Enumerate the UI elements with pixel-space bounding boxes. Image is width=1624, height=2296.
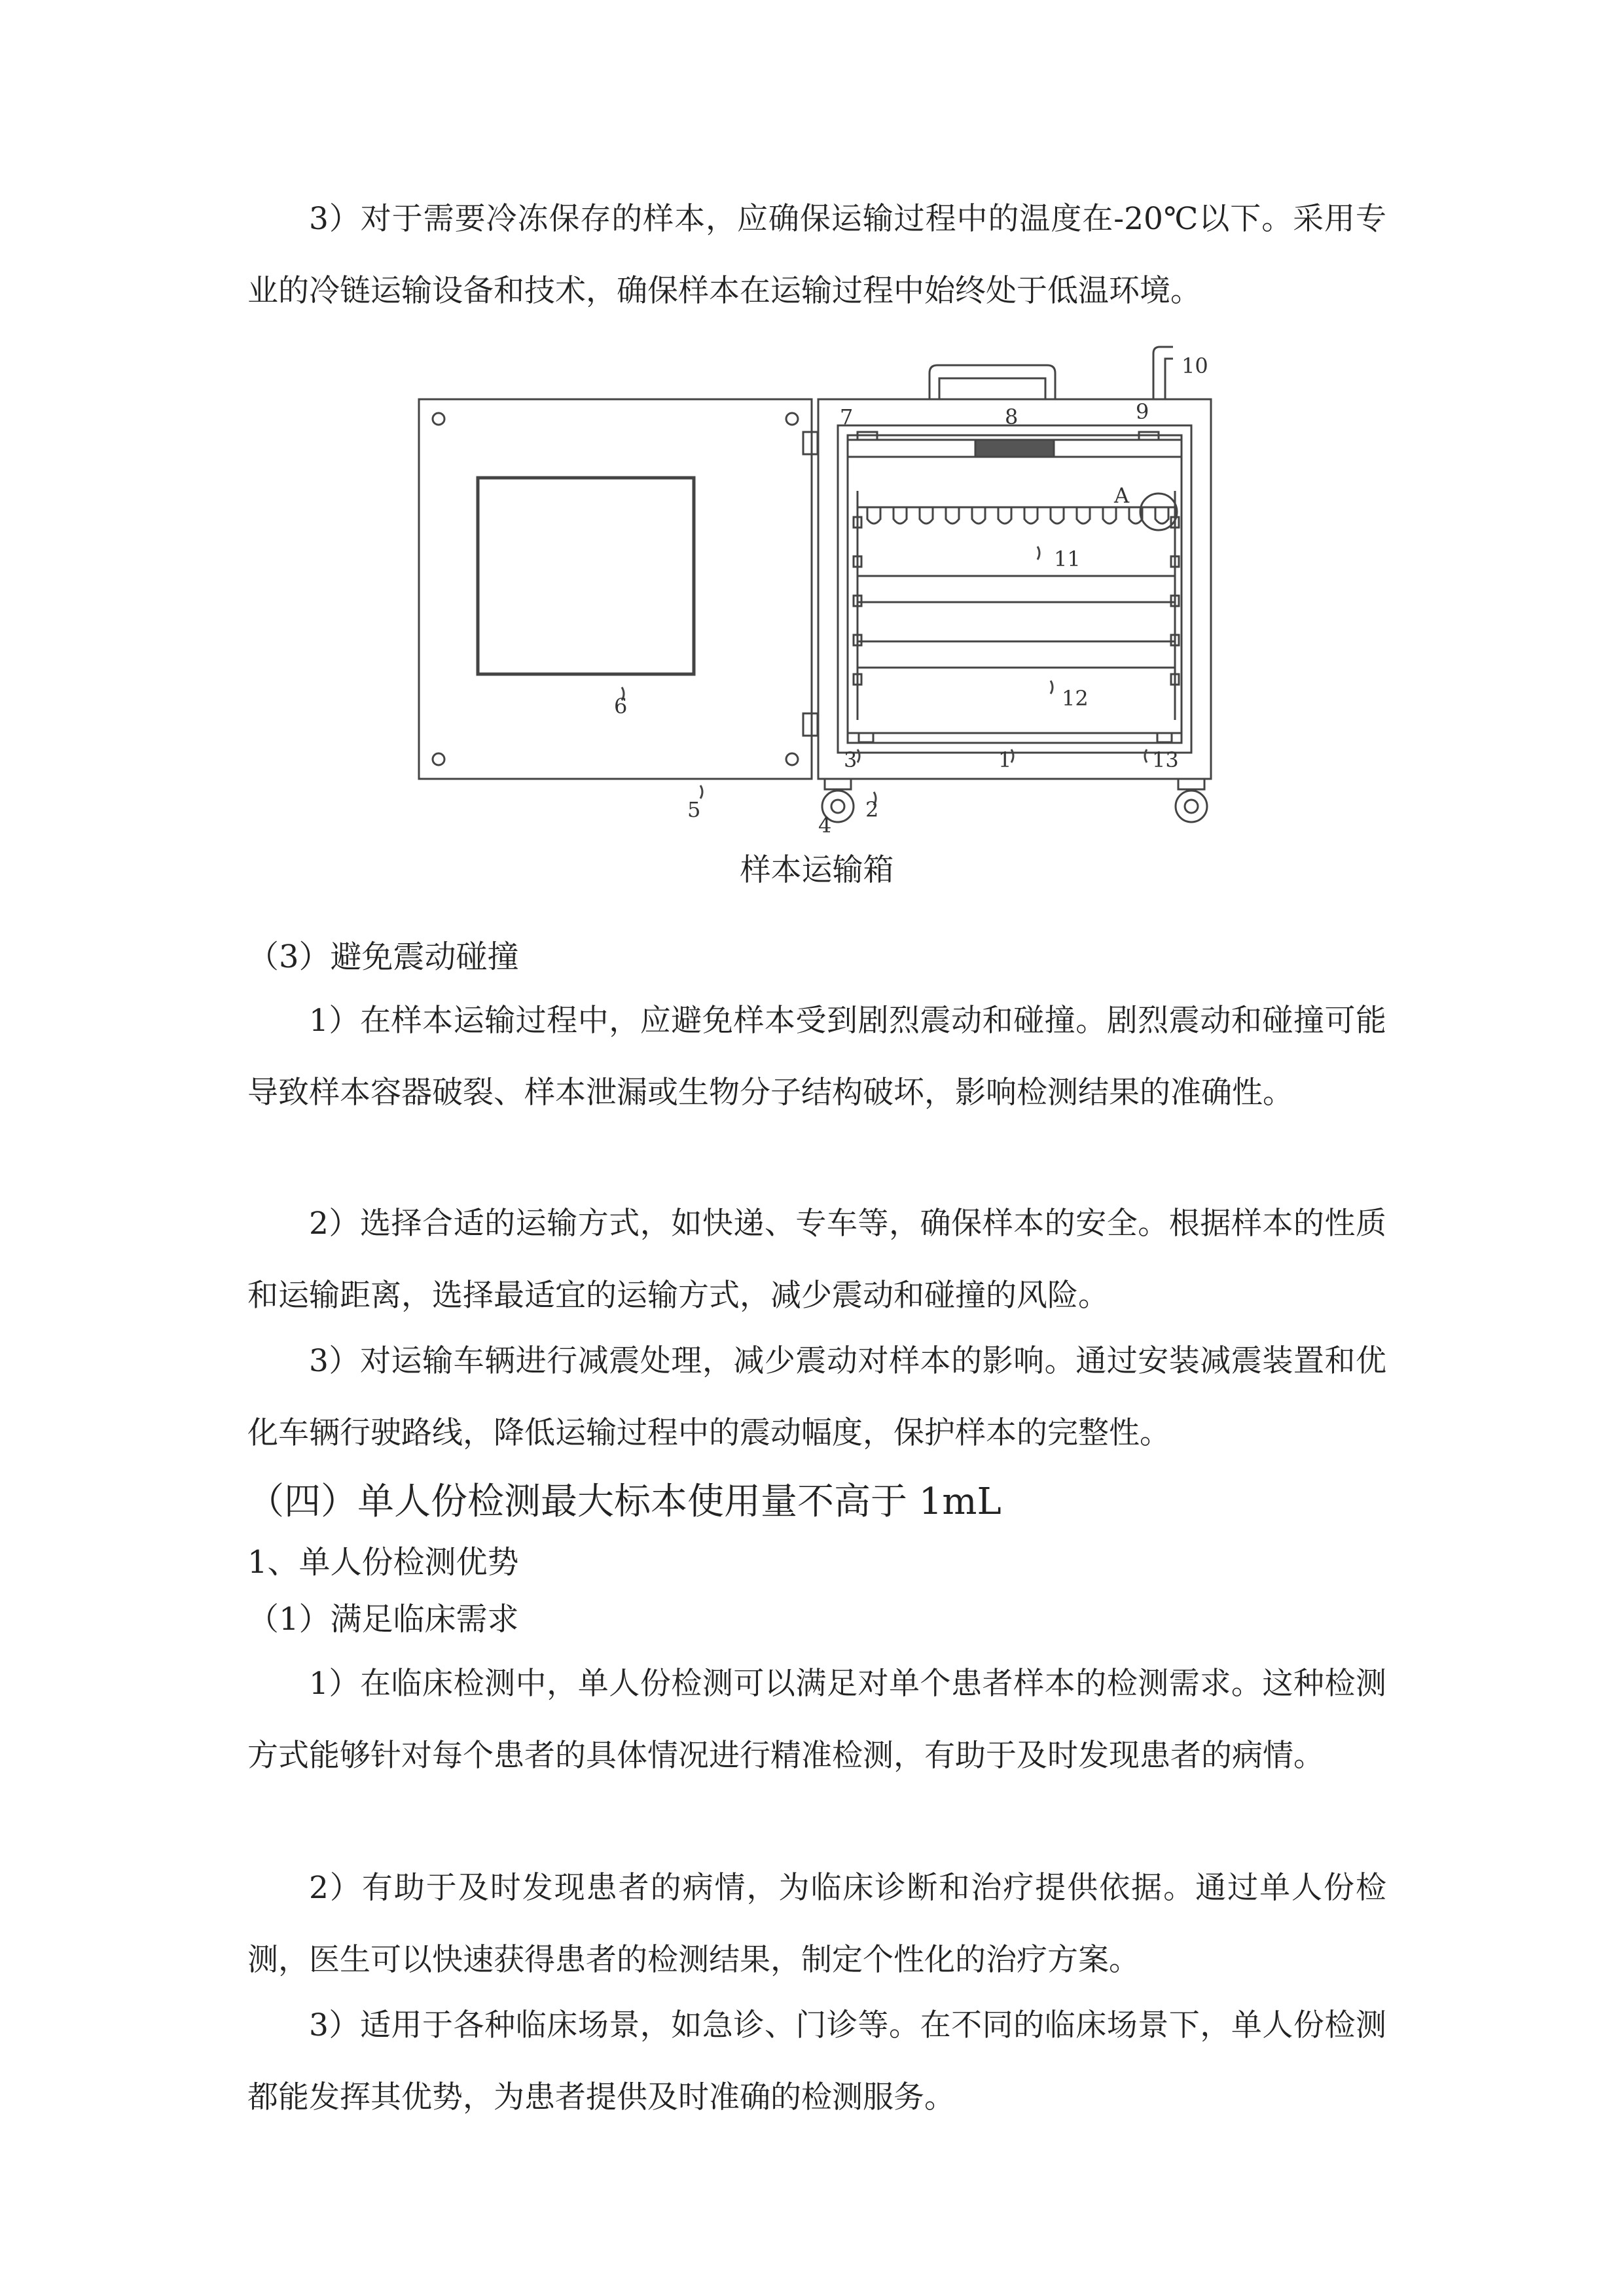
paragraph-cold-chain: 3）对于需要冷冻保存的样本，应确保运输过程中的温度在-20℃以下。采用专业的冷链运输设备和技术，确保样本在运输过程中始终处于低温环境。 [247,201,1386,309]
label-6: 6 [614,694,628,719]
paragraph-clinical-3: 3）适用于各种临床场景，如急诊、门诊等。在不同的临床场景下，单人份检测都能发挥其优势，为患者提供及时准确的检测服务。 [247,2007,1386,2115]
paragraph-clinical-2: 2）有助于及时发现患者的病情，为临床诊断和治疗提供依据。通过单人份检测，医生可以快速获得患者的检测结果，制定个性化的治疗方案。 [247,1870,1386,1978]
label-9: 9 [1136,399,1149,424]
label-2: 2 [865,797,879,822]
heading-avoid-vibration: （3）避免震动碰撞 [247,939,519,975]
sample-box-drawing [406,340,1218,851]
cabinet-inner [838,425,1191,753]
label-7: 7 [840,404,854,429]
figure-caption: 样本运输箱 [740,852,894,888]
label-5: 5 [687,797,701,822]
door-window [478,478,694,674]
label-1: 1 [998,747,1012,772]
label-11: 11 [1054,547,1081,571]
heading-section-four: （四）单人份检测最大标本使用量不高于 1mL [247,1480,1001,1523]
label-10: 10 [1182,353,1208,378]
label-8: 8 [1005,404,1019,429]
paragraph-vibration-1: 1）在样本运输过程中，应避免样本受到剧烈震动和碰撞。剧烈震动和碰撞可能导致样本容器破裂、样本泄漏或生物分子结构破坏，影响检测结果的准确性。 [247,1003,1386,1111]
paragraph-clinical-1: 1）在临床检测中，单人份检测可以满足对单个患者样本的检测需求。这种检测方式能够针对每个患者的具体情况进行精准检测，有助于及时发现患者的病情。 [247,1666,1386,1774]
heading-clinical-needs: （1）满足临床需求 [247,1601,519,1638]
figure-sample-transport-box [406,340,1218,851]
heading-single-test-advantage: 1、单人份检测优势 [247,1544,519,1581]
label-13: 13 [1152,747,1179,772]
label-3: 3 [844,747,857,772]
label-4: 4 [818,813,832,838]
paragraph-vibration-2: 2）选择合适的运输方式，如快递、专车等，确保样本的安全。根据样本的性质和运输距离，选择最适宜的运输方式，减少震动和碰撞的风险。 [247,1206,1386,1314]
label-12: 12 [1062,686,1089,711]
label-a: A [1114,483,1130,508]
paragraph-vibration-3: 3）对运输车辆进行减震处理，减少震动对样本的影响。通过安装减震装置和优化车辆行驶路线，降低运输过程中的震动幅度，保护样本的完整性。 [247,1343,1386,1451]
